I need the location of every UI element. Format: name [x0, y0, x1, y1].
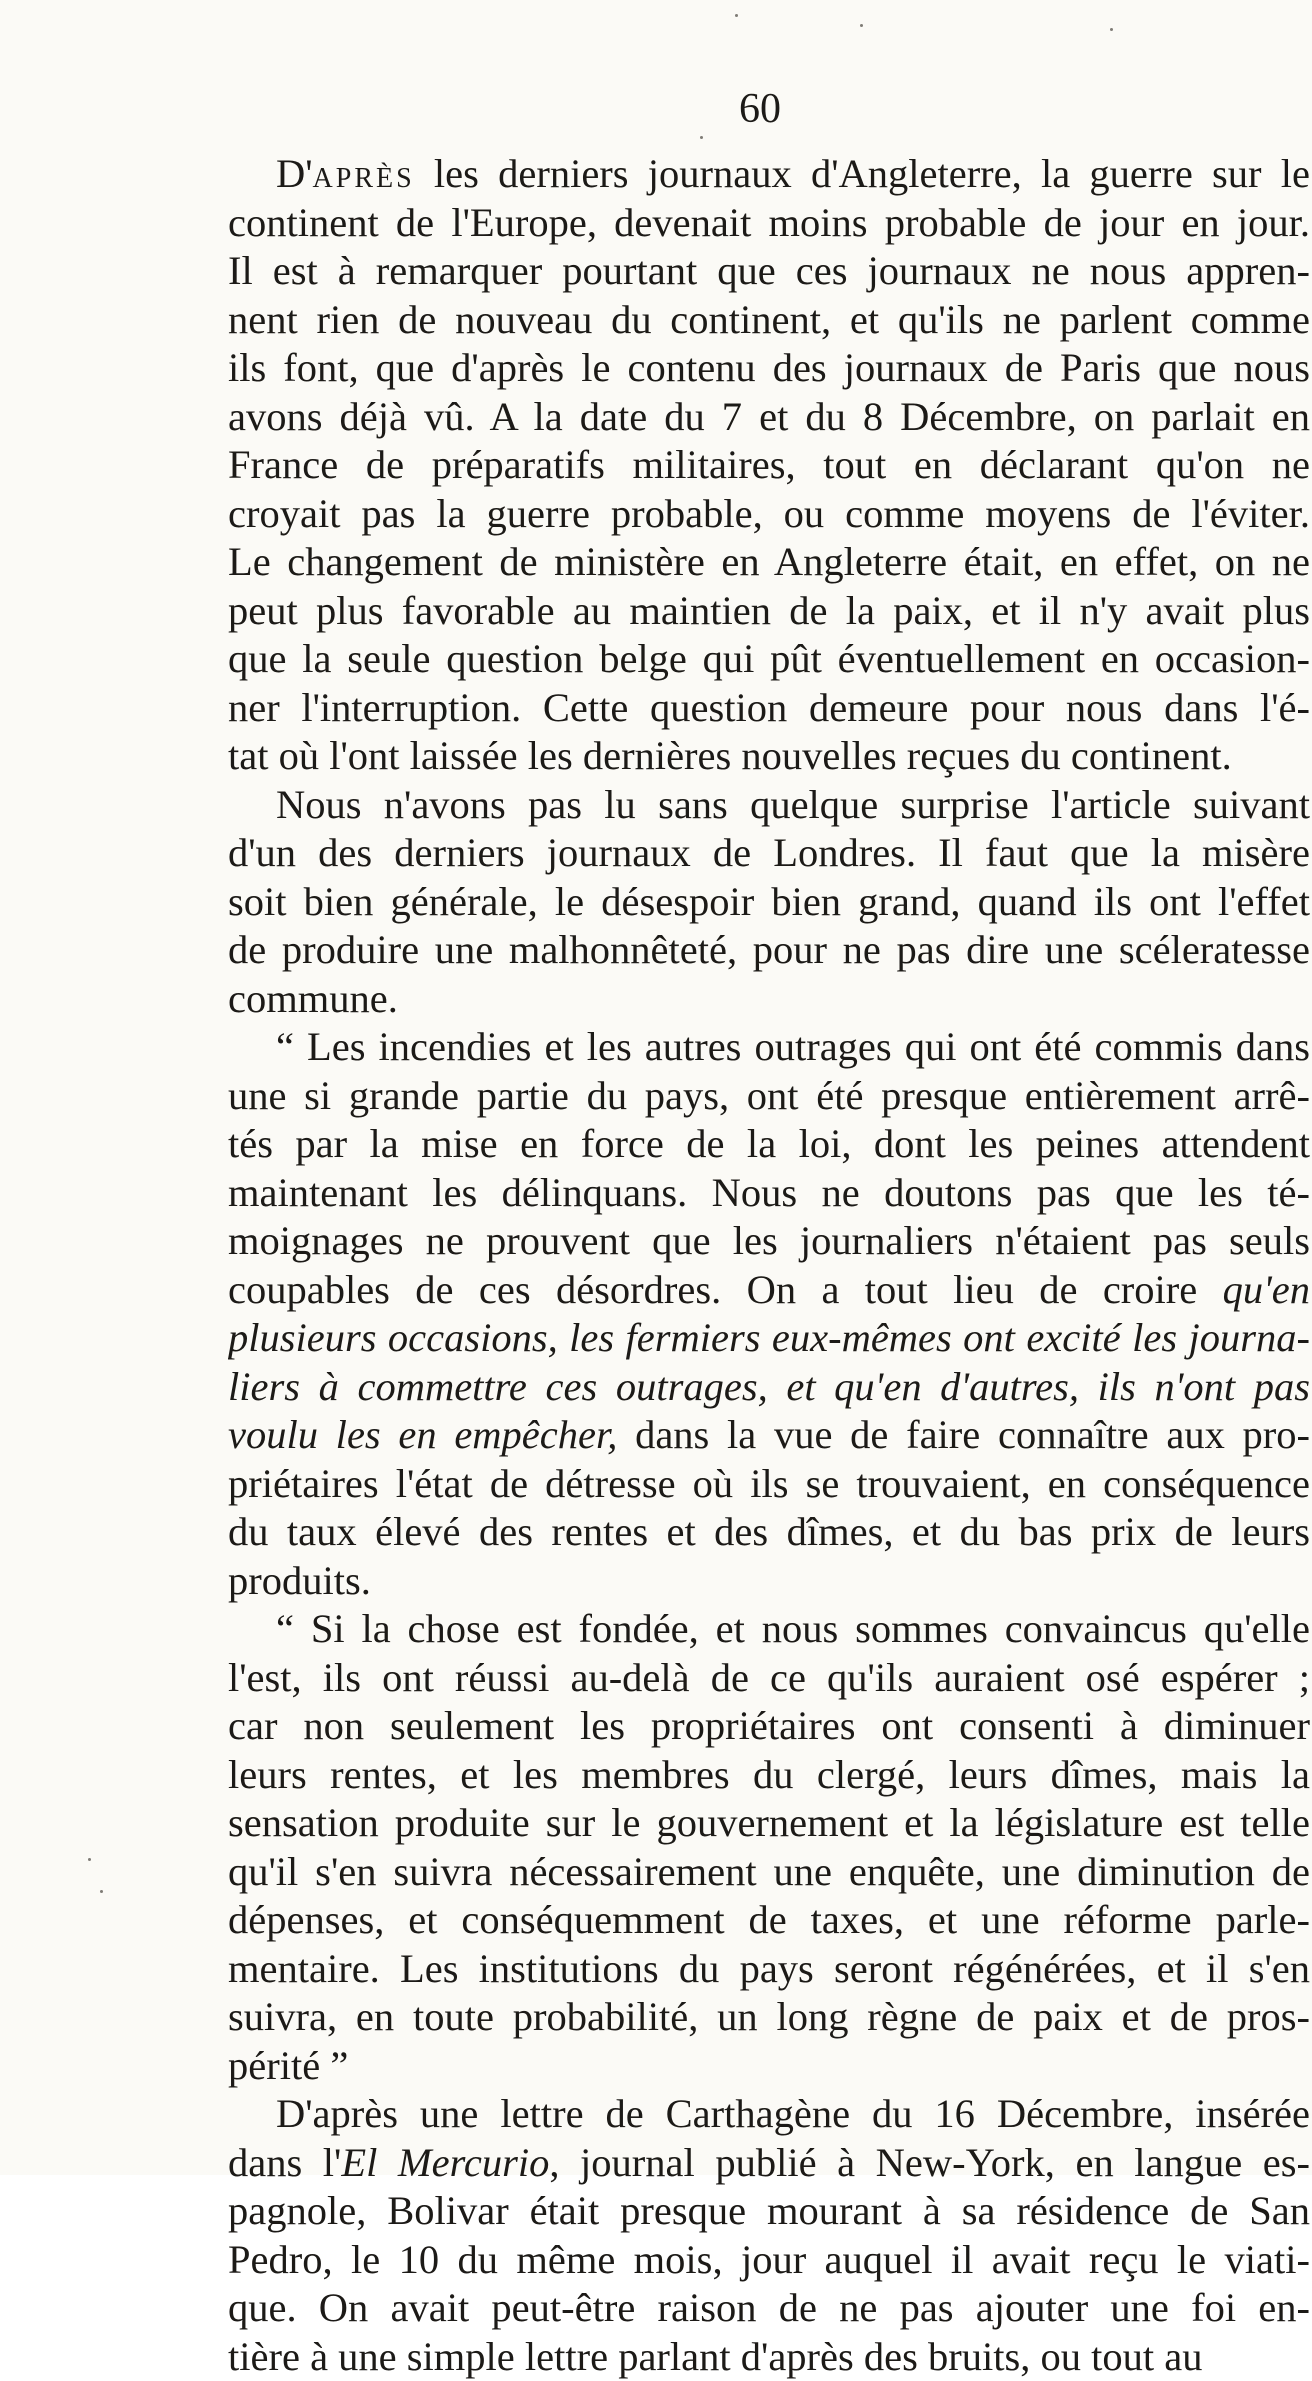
- text-run: Nous n'avons pas lu sans quelque surprise l'article suivant: [276, 782, 1310, 827]
- italic-text: plusieurs occasions, les fermiers eux-mêmes ont excité les journa-: [228, 1315, 1310, 1360]
- text-line: [228, 1799, 1310, 1848]
- text-run: maintenant les délinquans. Nous ne doutons pas que les té-: [228, 1170, 1310, 1215]
- body-text: [228, 150, 1310, 2381]
- text-run: leurs rentes, et les membres du clergé, leurs dîmes, mais la: [228, 1752, 1310, 1797]
- text-line: [228, 199, 1310, 248]
- text-line: [228, 635, 1310, 684]
- text-line: [228, 538, 1310, 587]
- text-line: [228, 1266, 1310, 1315]
- text-line: [228, 1702, 1310, 1751]
- text-line: [228, 296, 1310, 345]
- text-line: [228, 1605, 1310, 1654]
- italic-text: El Mercurio: [341, 2140, 549, 2185]
- text-line: [228, 732, 1310, 781]
- text-line: [228, 1072, 1310, 1121]
- text-line: [228, 2284, 1310, 2333]
- text-run: soit bien générale, le désespoir bien grand, quand ils ont l'effet: [228, 879, 1310, 924]
- text-run: car non seulement les propriétaires ont consenti à diminuer: [228, 1703, 1310, 1748]
- text-run: Pedro, le 10 du même mois, jour auquel il avait reçu le viati-: [228, 2237, 1310, 2282]
- text-run: dépenses, et conséquemment de taxes, et une réforme parle-: [228, 1897, 1310, 1942]
- text-run: les derniers journaux d'Angleterre, la guerre sur le: [415, 151, 1310, 196]
- print-speck: [88, 1858, 91, 1861]
- text-run: Il est à remarquer pourtant que ces journaux ne nous appren-: [228, 248, 1310, 293]
- paragraph: [228, 150, 1310, 781]
- text-run: “ Les incendies et les autres outrages qui ont été commis dans: [276, 1024, 1310, 1069]
- italic-text: voulu les en empêcher,: [228, 1412, 617, 1457]
- italic-text: liers à commettre ces outrages, et qu'en d'autres, ils n'ont pas: [228, 1364, 1310, 1409]
- text-line: [228, 1120, 1310, 1169]
- text-run: de produire une malhonnêteté, pour ne pas dire une scéleratesse: [228, 927, 1310, 972]
- print-speck: [735, 14, 738, 17]
- text-line: [228, 1169, 1310, 1218]
- text-line: [228, 393, 1310, 442]
- text-line: [228, 1023, 1310, 1072]
- text-line: [228, 247, 1310, 296]
- text-run: commune.: [228, 976, 398, 1021]
- text-run: ils font, que d'après le contenu des journaux de Paris que nous: [228, 345, 1310, 390]
- text-run: priétaires l'état de détresse où ils se trouvaient, en conséquence: [228, 1461, 1310, 1506]
- text-line: [228, 684, 1310, 733]
- paragraph: [228, 781, 1310, 1024]
- text-line: [228, 1848, 1310, 1897]
- text-run: “ Si la chose est fondée, et nous sommes convaincus qu'elle: [276, 1606, 1310, 1651]
- text-run: coupables de ces désordres. On a tout lieu de croire: [228, 1267, 1223, 1312]
- text-line: [228, 2236, 1310, 2285]
- text-line: [228, 1217, 1310, 1266]
- text-run: que la seule question belge qui pût éventuellement en occasion-: [228, 636, 1310, 681]
- text-run: qu'il s'en suivra nécessairement une enquête, une diminution de: [228, 1849, 1310, 1894]
- text-line: [228, 1508, 1310, 1557]
- text-line: [228, 1993, 1310, 2042]
- text-line: [228, 2090, 1310, 2139]
- text-line: [228, 1314, 1310, 1363]
- text-run: ner l'interruption. Cette question demeure pour nous dans l'é-: [228, 685, 1310, 730]
- text-run: pagnole, Bolivar était presque mourant à sa résidence de San: [228, 2188, 1310, 2233]
- text-line: [228, 926, 1310, 975]
- text-run: continent de l'Europe, devenait moins probable de jour en jour.: [228, 200, 1310, 245]
- text-run: peut plus favorable au maintien de la paix, et il n'y avait plus: [228, 588, 1310, 633]
- paragraph: [228, 1023, 1310, 1605]
- text-line: [228, 1945, 1310, 1994]
- text-line: [228, 2139, 1310, 2188]
- text-line: [228, 1363, 1310, 1412]
- text-run: du taux élevé des rentes et des dîmes, et du bas prix de leurs: [228, 1509, 1310, 1554]
- print-speck: [100, 1890, 103, 1893]
- text-line: [228, 490, 1310, 539]
- text-run: D': [276, 151, 313, 196]
- text-run: produits.: [228, 1558, 371, 1603]
- text-run: D'après une lettre de Carthagène du 16 Décembre, insérée: [276, 2091, 1310, 2136]
- text-run: périté ”: [228, 2043, 348, 2088]
- text-line: [228, 344, 1310, 393]
- page-number: 60: [0, 88, 1312, 130]
- small-caps-text: après: [313, 151, 415, 196]
- print-speck: [700, 136, 703, 139]
- text-run: moignages ne prouvent que les journaliers n'étaient pas seuls: [228, 1218, 1310, 1263]
- text-line: [228, 2042, 1310, 2091]
- paragraph: [228, 2090, 1310, 2381]
- text-run: une si grande partie du pays, ont été presque entièrement arrê-: [228, 1073, 1310, 1118]
- text-line: [228, 1411, 1310, 1460]
- text-run: tière à une simple lettre parlant d'après des bruits, ou tout au: [228, 2334, 1203, 2379]
- text-line: [228, 1654, 1310, 1703]
- text-line: [228, 2187, 1310, 2236]
- text-line: [228, 587, 1310, 636]
- text-run: que. On avait peut-être raison de ne pas ajouter une foi en-: [228, 2285, 1310, 2330]
- text-line: [228, 1896, 1310, 1945]
- text-line: [228, 2333, 1310, 2381]
- text-run: Le changement de ministère en Angleterre était, en effet, on ne: [228, 539, 1310, 584]
- text-run: sensation produite sur le gouvernement et la législature est telle: [228, 1800, 1310, 1845]
- text-run: avons déjà vû. A la date du 7 et du 8 Décembre, on parlait en: [228, 394, 1310, 439]
- italic-text: qu'en: [1223, 1267, 1310, 1312]
- text-line: [228, 150, 1310, 199]
- print-speck: [1110, 28, 1113, 31]
- text-run: , journal publié à New-York, en langue es-: [549, 2140, 1310, 2185]
- text-line: [228, 781, 1310, 830]
- text-run: suivra, en toute probabilité, un long règne de paix et de pros-: [228, 1994, 1310, 2039]
- text-run: tés par la mise en force de la loi, dont les peines attendent: [228, 1121, 1310, 1166]
- text-line: [228, 1460, 1310, 1509]
- text-run: mentaire. Les institutions du pays seront régénérées, et il s'en: [228, 1946, 1310, 1991]
- text-line: [228, 829, 1310, 878]
- text-line: [228, 878, 1310, 927]
- text-line: [228, 975, 1310, 1024]
- text-line: [228, 441, 1310, 490]
- text-run: l'est, ils ont réussi au-delà de ce qu'ils auraient osé espérer ;: [228, 1655, 1310, 1700]
- paragraph: [228, 1605, 1310, 2090]
- text-run: tat où l'ont laissée les dernières nouvelles reçues du continent.: [228, 733, 1232, 778]
- text-run: croyait pas la guerre probable, ou comme moyens de l'éviter.: [228, 491, 1310, 536]
- print-speck: [860, 24, 863, 27]
- text-line: [228, 1557, 1310, 1606]
- text-run: France de préparatifs militaires, tout en déclarant qu'on ne: [228, 442, 1310, 487]
- text-run: dans la vue de faire connaître aux pro-: [617, 1412, 1310, 1457]
- text-run: nent rien de nouveau du continent, et qu'ils ne parlent comme: [228, 297, 1310, 342]
- text-run: dans l': [228, 2140, 341, 2185]
- text-line: [228, 1751, 1310, 1800]
- text-run: d'un des derniers journaux de Londres. Il faut que la misère: [228, 830, 1310, 875]
